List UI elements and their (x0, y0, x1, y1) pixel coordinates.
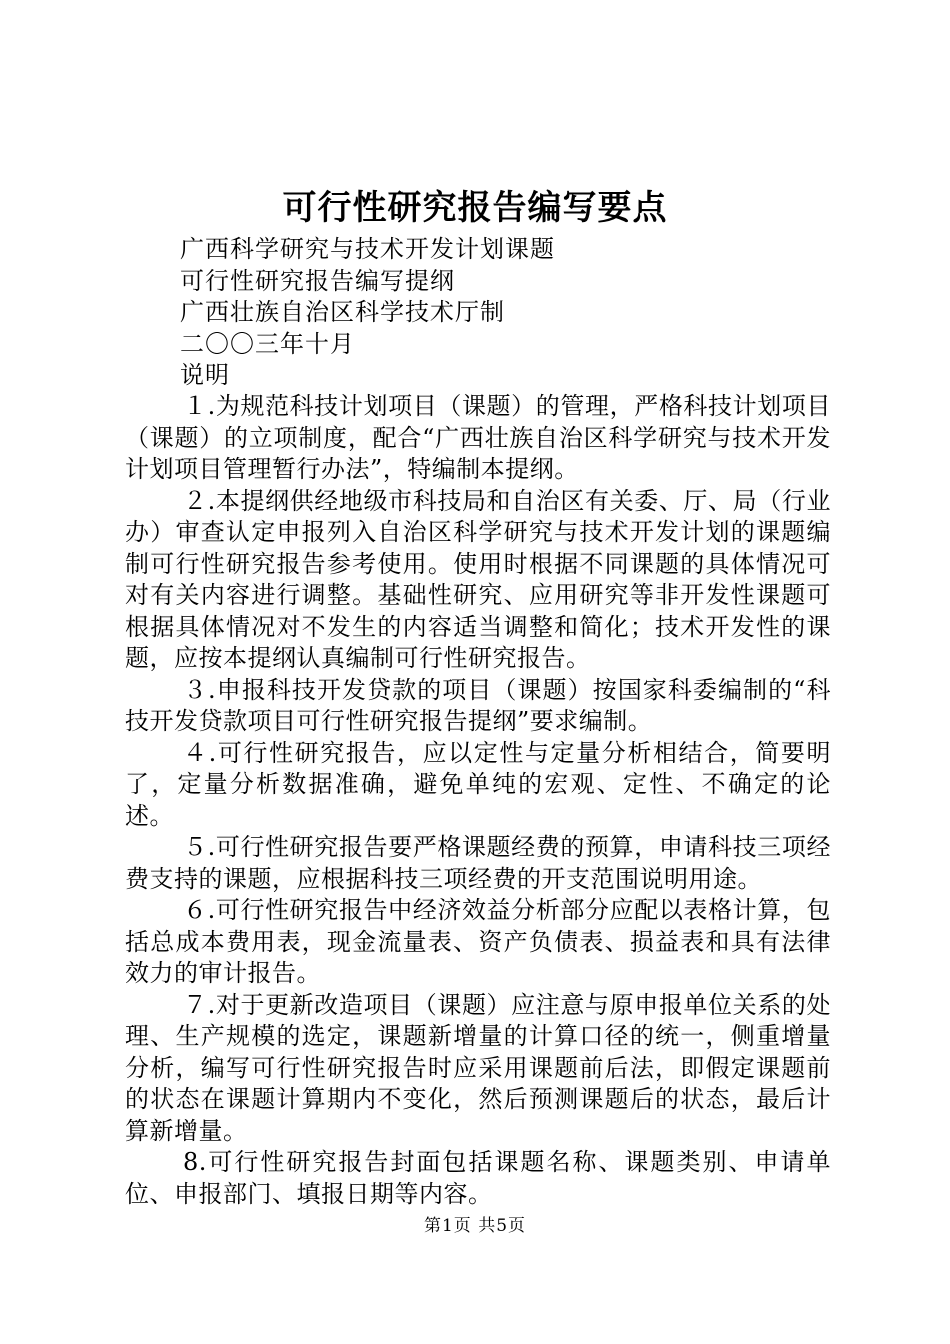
paragraph-7: ７.对于更新改造项目（课题）应注意与原申报单位关系的处理、生产规模的选定，课题新增量的计算口径的统一，侧重增量分析，编写可行性研究报告时应采用课题前后法，即假定课题前的状态在课题计算期内不变化，然后预测课题后的状态，最后计算新增量。 (125, 990, 831, 1145)
header-line-project: 广西科学研究与技术开发计划课题 (180, 235, 555, 263)
header-line-outline: 可行性研究报告编写提纲 (180, 266, 455, 295)
document-title: 可行性研究报告编写要点 (282, 188, 668, 228)
paragraph-6: ６.可行性研究报告中经济效益分析部分应配以表格计算，包括总成本费用表，现金流量表、资产负债表、损益表和具有法律效力的审计报告。 (125, 896, 831, 987)
header-block (180, 234, 840, 392)
paragraph-1: １.为规范科技计划项目（课题）的管理，严格科技计划项目（课题）的立项制度，配合“广西壮族自治区科学研究与技术开发计划项目管理暂行办法”，特编制本提纲。 (125, 392, 831, 483)
paragraph-4: ４.可行性研究报告，应以定性与定量分析相结合，简要明了，定量分析数据准确，避免单纯的宏观、定性、不确定的论述。 (125, 738, 831, 830)
paragraph-8: 8.可行性研究报告封面包括课题名称、课题类别、申请单位、申报部门、填报日期等内容。 (125, 1148, 831, 1208)
header-line-issuer: 广西壮族自治区科学技术厅制 (180, 298, 505, 326)
header-line-notes-heading: 说明 (180, 361, 230, 389)
page-footer: 第1页 共5页 (423, 1216, 527, 1236)
paragraph-5: ５.可行性研究报告要严格课题经费的预算，申请科技三项经费支持的课题，应根据科技三项经费的开支范围说明用途。 (125, 833, 831, 893)
header-line-date: 二〇〇三年十月 (180, 329, 355, 358)
paragraph-3: ３.申报科技开发贷款的项目（课题）按国家科委编制的“科技开发贷款项目可行性研究报告提纲”要求编制。 (125, 675, 831, 735)
document-body (125, 391, 831, 1210)
paragraph-2: ２.本提纲供经地级市科技局和自治区有关委、厅、局（行业办）审查认定申报列入自治区科学研究与技术开发计划的课题编制可行性研究报告参考使用。使用时根据不同课题的具体情况可对有关内容进行调整。基础性研究、应用研究等非开发性课题可根据具体情况对不发生的内容适当调整和简化；技术开发性的课题，应按本提纲认真编制可行性研究报告。 (125, 486, 831, 672)
